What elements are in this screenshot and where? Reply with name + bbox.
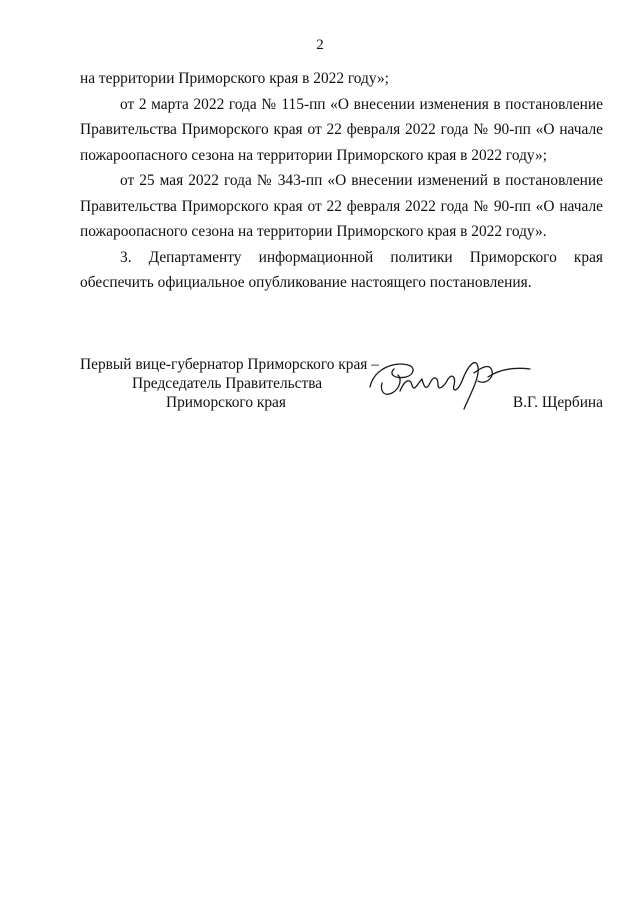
paragraph-amendment-march: от 2 марта 2022 года № 115-пп «О внесении изменения в постановление Правительства Приморского края от 22 февраля 2022 года № 90-пп «О начале пожароопасного сезона на территории Приморского края в 2022 году»; (80, 95, 603, 164)
signatory-title-line-2: Председатель Правительства (132, 375, 323, 392)
signatory-title-line-1: Первый вице-губернатор Приморского края – (80, 356, 379, 373)
signature-block (80, 355, 603, 425)
paragraph-publication-order: 3. Департаменту информационной политики Приморского края обеспечить официальное опубликование настоящего постановления. (80, 248, 603, 291)
signatory-name: В.Г. Щербина (512, 394, 603, 411)
signatory-title-line-3: Приморского края (166, 394, 286, 411)
paragraph-continuation: на территории Приморского края в 2022 году»; (80, 70, 389, 87)
document-body (80, 66, 603, 296)
handwritten-signature (364, 347, 534, 415)
page-number: 2 (316, 37, 324, 53)
paragraph-amendment-may: от 25 мая 2022 года № 343-пп «О внесении изменений в постановление Правительства Приморского края от 22 февраля 2022 года № 90-пп «О начале пожароопасного сезона на территории Приморского края в 2022 году». (80, 172, 603, 240)
